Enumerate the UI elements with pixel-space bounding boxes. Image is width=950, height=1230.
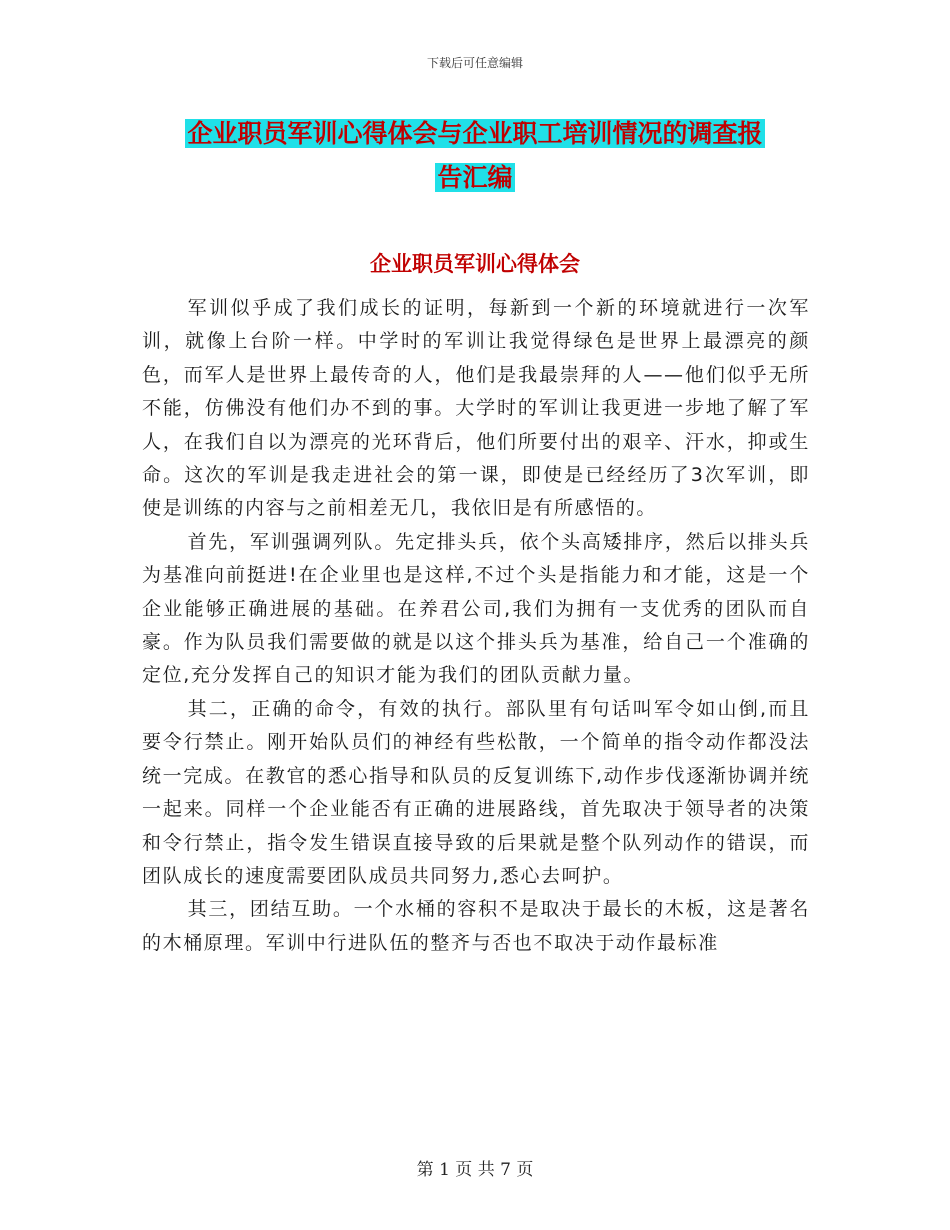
paragraph-4: 其三，团结互助。一个水桶的容积不是取决于最长的木板，这是著名的木桶原理。军训中行进队伍的整齐与否也不取决于动作最标准 <box>142 898 810 954</box>
page-number-footer: 第 1 页 共 7 页 <box>416 1160 534 1180</box>
paragraph-1: 军训似乎成了我们成长的证明，每新到一个新的环境就进行一次军训，就像上台阶一样。中学时的军训让我觉得绿色是世界上最漂亮的颜色，而军人是世界上最传奇的人，他们是我最崇拜的人——他们似乎无所不能，仿佛没有他们办不到的事。大学时的军训让我更进一步地了解了军人，在我们自以为漂亮的光环背后，他们所要付出的艰辛、汗水，抑或生命。这次的军训是我走进社会的第一课，即使是已经经历了3次军训，即使是训练的内容与之前相差无几，我依旧是有所感悟的。 <box>142 297 810 520</box>
document-title-line-2: 告汇编 <box>437 163 513 192</box>
body-text <box>142 292 810 960</box>
section-title: 企业职员军训心得体会 <box>370 252 580 276</box>
document-title-line-1: 企业职员军训心得体会与企业职工培训情况的调查报 <box>187 119 763 148</box>
paragraph-3: 其二，正确的命令，有效的执行。部队里有句话叫军令如山倒,而且要令行禁止。刚开始队员们的神经有些松散，一个简单的指令动作都没法统一完成。在教官的悉心指导和队员的反复训练下,动作步伐逐渐协调并统一起来。同样一个企业能否有正确的进展路线，首先取决于领导者的决策和令行禁止，指令发生错误直接导致的后果就是整个队列动作的错误，而团队成长的速度需要团队成员共同努力,悉心去呵护。 <box>142 697 810 887</box>
paragraph-2: 首先，军训强调列队。先定排头兵，依个头高矮排序，然后以排头兵为基准向前挺进!在企业里也是这样,不过个头是指能力和才能，这是一个企业能够正确进展的基础。在养君公司,我们为拥有一支优秀的团队而自豪。作为队员我们需要做的就是以这个排头兵为基准，给自己一个准确的定位,充分发挥自己的知识才能为我们的团队贡献力量。 <box>142 530 810 687</box>
header-note: 下载后可任意编辑 <box>426 56 523 70</box>
document-title <box>150 112 800 200</box>
